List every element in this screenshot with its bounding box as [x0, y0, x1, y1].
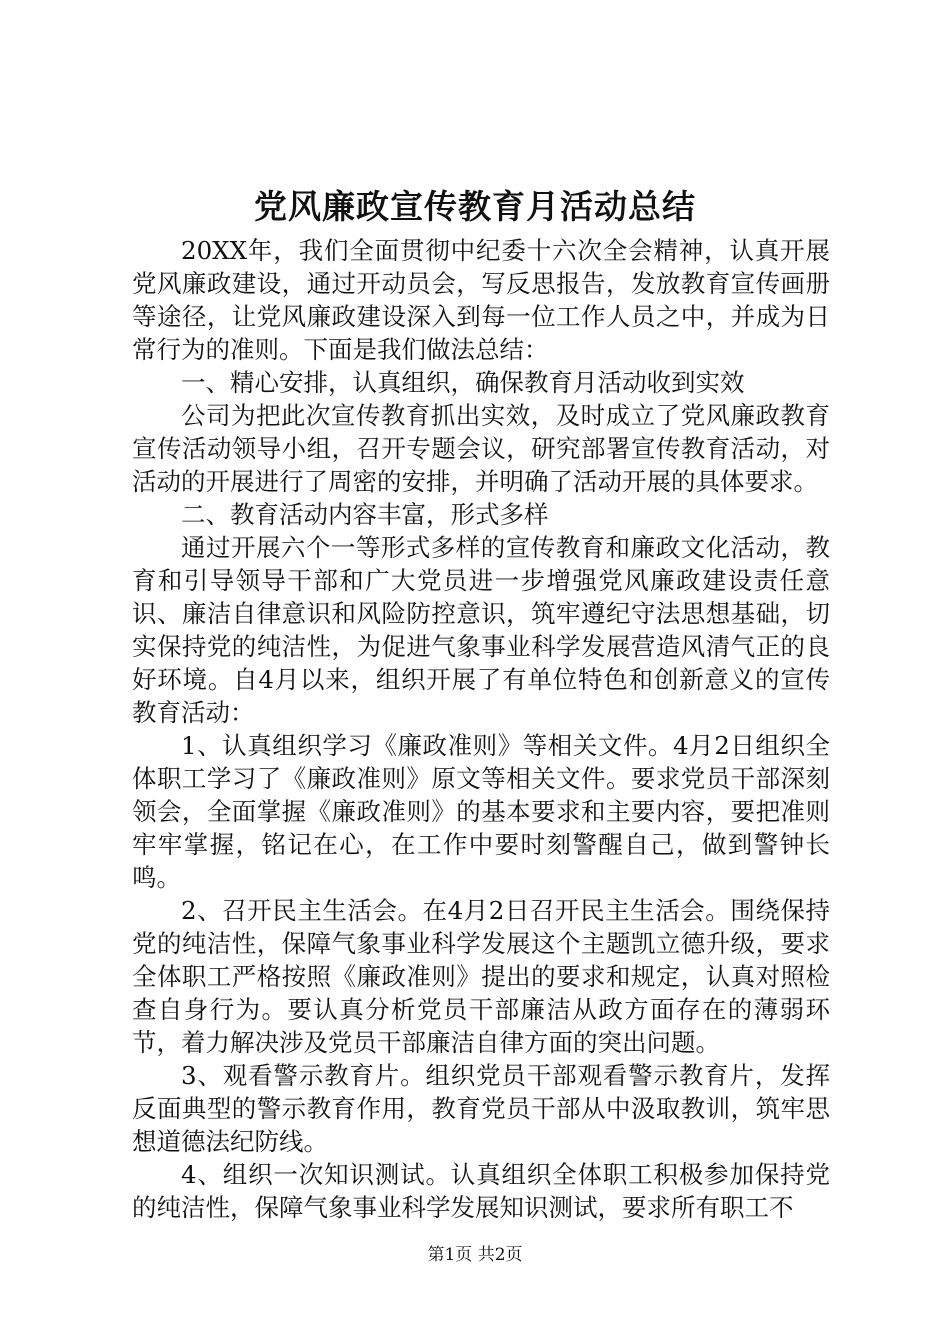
section-heading-1: 一、精心安排，认真组织，确保教育月活动收到实效 [181, 368, 745, 397]
document-title: 党风廉政宣传教育月活动总结 [254, 187, 696, 226]
section-1-paragraph: 公司为把此次宣传教育抓出实效，及时成立了党风廉政教育宣传活动领导小组，召开专题会议，研究部署宣传教育活动，对活动的开展进行了周密的安排，并明确了活动开展的具体要求。 [132, 401, 830, 496]
activity-item-4: 4、组织一次知识测试。认真组织全体职工积极参加保持党的纯洁性，保障气象事业科学发展知识测试，要求所有职工不 [132, 1160, 830, 1222]
activity-item-2: 2、召开民主生活会。在4月2日召开民主生活会。围绕保持党的纯洁性，保障气象事业科学发展这个主题凯立德升级，要求全体职工严格按照《廉政准则》提出的要求和规定，认真对照检查自身行为。要认真分析党员干部廉洁从政方面存在的薄弱环节，着力解决涉及党员干部廉洁自律方面的突出问题。 [132, 896, 830, 1057]
section-heading-2: 二、教育活动内容丰富，形式多样 [181, 500, 549, 529]
activity-item-1: 1、认真组织学习《廉政准则》等相关文件。4月2日组织全体职工学习了《廉政准则》原文等相关文件。要求党员干部深刻领会，全面掌握《廉政准则》的基本要求和主要内容，要把准则牢牢掌握，铭记在心，在工作中要时刻警醒自己，做到警钟长鸣。 [132, 731, 830, 892]
section-2-paragraph: 通过开展六个一等形式多样的宣传教育和廉政文化活动，教育和引导领导干部和广大党员进一步增强党风廉政建设责任意识、廉洁自律意识和风险防控意识，筑牢遵纪守法思想基础，切实保持党的纯洁性，为促进气象事业科学发展营造风清气正的良好环境。自4月以来，组织开展了有单位特色和创新意义的宣传教育活动： [132, 533, 830, 727]
intro-paragraph: 20XX年，我们全面贯彻中纪委十六次全会精神，认真开展党风廉政建设，通过开动员会，写反思报告，发放教育宣传画册等途径，让党风廉政建设深入到每一位工作人员之中，并成为日常行为的准则。下面是我们做法总结： [132, 236, 830, 364]
page-footer: 第1页 共2页 [427, 1245, 523, 1265]
activity-item-3: 3、观看警示教育片。组织党员干部观看警示教育片，发挥反面典型的警示教育作用，教育党员干部从中汲取教训，筑牢思想道德法纪防线。 [132, 1061, 830, 1156]
document-body [132, 234, 830, 1224]
